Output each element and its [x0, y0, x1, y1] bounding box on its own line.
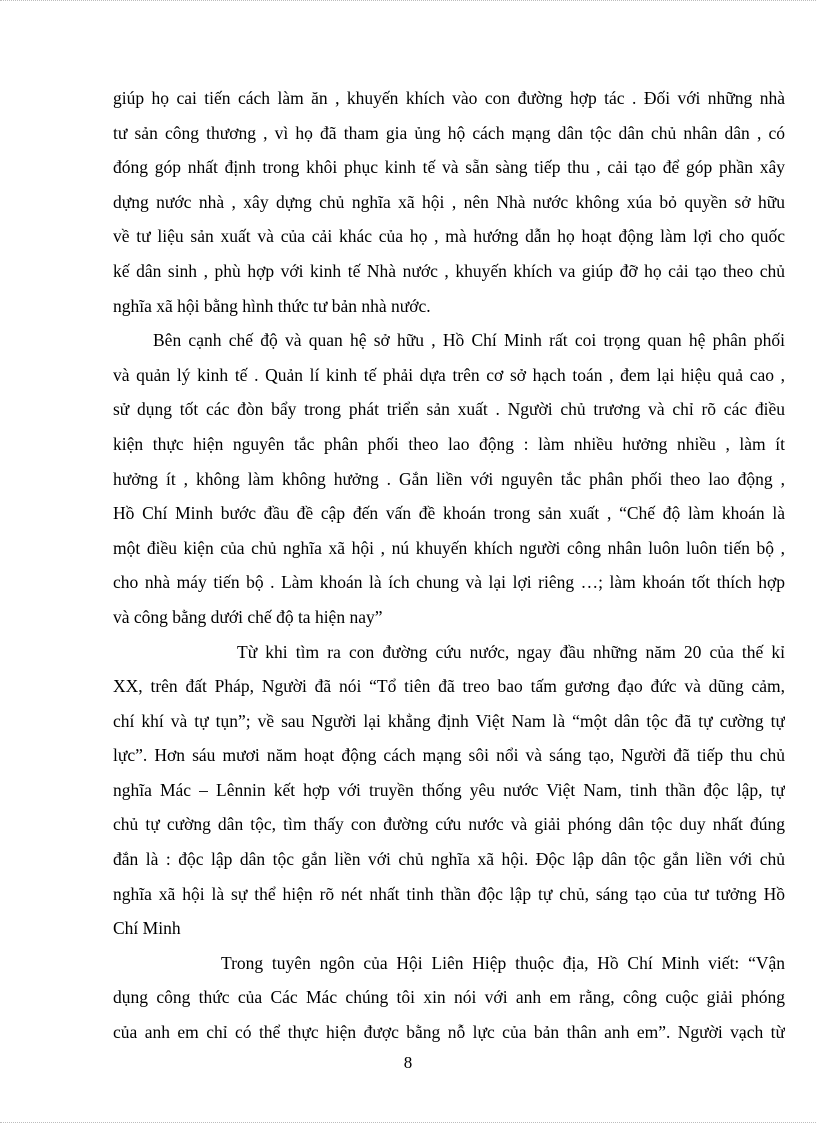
text-line: XX, trên đất Pháp, Người đã nói “Tổ tiên đã treo bao tấm gương đạo đức và dũng cảm, — [113, 676, 785, 697]
document-body — [113, 81, 785, 1050]
text-line: và công bằng dưới chế độ ta hiện nay” — [113, 606, 383, 627]
text-line: nghĩa xã hội bằng hình thức tư bản nhà nước. — [113, 295, 431, 316]
text-line: về tư liệu sản xuất và của cải khác của họ , mà hướng dẫn họ hoạt động làm lợi cho quốc — [113, 226, 785, 247]
paragraph-1 — [113, 81, 785, 323]
text-line: chí khí và tự tụn”; về sau Người lại khẳng định Việt Nam là “một dân tộc đã tự cường tự — [113, 710, 785, 731]
text-line: một điều kiện của chủ nghĩa xã hội , nú khuyến khích người công nhân luôn luôn tiến bộ , — [113, 537, 785, 558]
text-line: dụng công thức của Các Mác chúng tôi xin nói với anh em rằng, công cuộc giải phóng — [113, 987, 785, 1008]
text-line: lực”. Hơn sáu mươi năm hoạt động cách mạng sôi nổi và sáng tạo, Người đã tiếp thu chủ — [113, 745, 785, 766]
text-line: Từ khi tìm ra con đường cứu nước, ngay đầu những năm 20 của thế kỉ — [237, 641, 785, 662]
text-line: Trong tuyên ngôn của Hội Liên Hiệp thuộc địa, Hồ Chí Minh viết: “Vận — [221, 952, 785, 973]
text-line: tư sản công thương , vì họ đã tham gia ủng hộ cách mạng dân tộc dân chủ nhân dân , có — [113, 122, 785, 143]
text-line: đắn là : độc lập dân tộc gắn liền với chủ nghĩa xã hội. Độc lập dân tộc gắn liền với chủ — [113, 849, 785, 870]
text-line: nghĩa Mác – Lênnin kết hợp với truyền thống yêu nước Việt Nam, tinh thần độc lập, tự — [113, 779, 785, 800]
text-line: chủ tự cường dân tộc, tìm thấy con đường cứu nước và giải phóng dân tộc duy nhất đúng — [113, 814, 785, 835]
text-line: dựng nước nhà , xây dựng chủ nghĩa xã hội , nên Nhà nước không xúa bỏ quyền sở hữu — [113, 191, 785, 212]
text-line: nghĩa xã hội là sự thể hiện rõ nét nhất tinh thần độc lập tự chủ, sáng tạo của tư tưởng Hồ — [113, 883, 785, 904]
text-line: Bên cạnh chế độ và quan hệ sở hữu , Hồ Chí Minh rất coi trọng quan hệ phân phối — [153, 330, 785, 351]
paragraph-3 — [113, 635, 785, 946]
page-number: 8 — [403, 1053, 413, 1072]
text-line: của anh em chỉ có thể thực hiện được bằng nỗ lực của bản thân anh em”. Người vạch từ — [113, 1022, 785, 1043]
paragraph-4 — [113, 946, 785, 1050]
text-line: đóng góp nhất định trong khôi phục kinh tế và sẵn sàng tiếp thu , cải tạo để góp phần xây — [113, 157, 785, 178]
text-line: giúp họ cai tiến cách làm ăn , khuyến khích vào con đường hợp tác . Đối với những nhà — [113, 88, 785, 108]
paragraph-2 — [113, 323, 785, 634]
text-line: Hồ Chí Minh bước đầu đề cập đến vấn đề khoán trong sản xuất , “Chế độ làm khoán là — [113, 503, 785, 524]
text-line: sử dụng tốt các đòn bẩy trong phát triển sản xuất . Người chủ trương và chỉ rõ các điều — [113, 399, 785, 420]
text-line: kiện thực hiện nguyên tắc phân phối theo lao động : làm nhiều hưởng nhiều , làm ít — [113, 433, 785, 454]
text-line: Chí Minh — [113, 918, 181, 939]
text-line: hưởng ít , không làm không hưởng . Gắn liền với nguyên tắc phân phối theo lao động , — [113, 468, 785, 489]
text-line: kế dân sinh , phù hợp với kinh tế Nhà nước , khuyến khích va giúp đỡ họ cải tạo theo chủ — [113, 260, 785, 281]
text-line: cho nhà máy tiến bộ . Làm khoán là ích chung và lại lợi riêng …; làm khoán tốt thích hợp — [113, 572, 785, 593]
text-line: và quản lý kinh tế . Quản lí kinh tế phải dựa trên cơ sở hạch toán , đem lại hiệu quả cao , — [113, 364, 785, 385]
